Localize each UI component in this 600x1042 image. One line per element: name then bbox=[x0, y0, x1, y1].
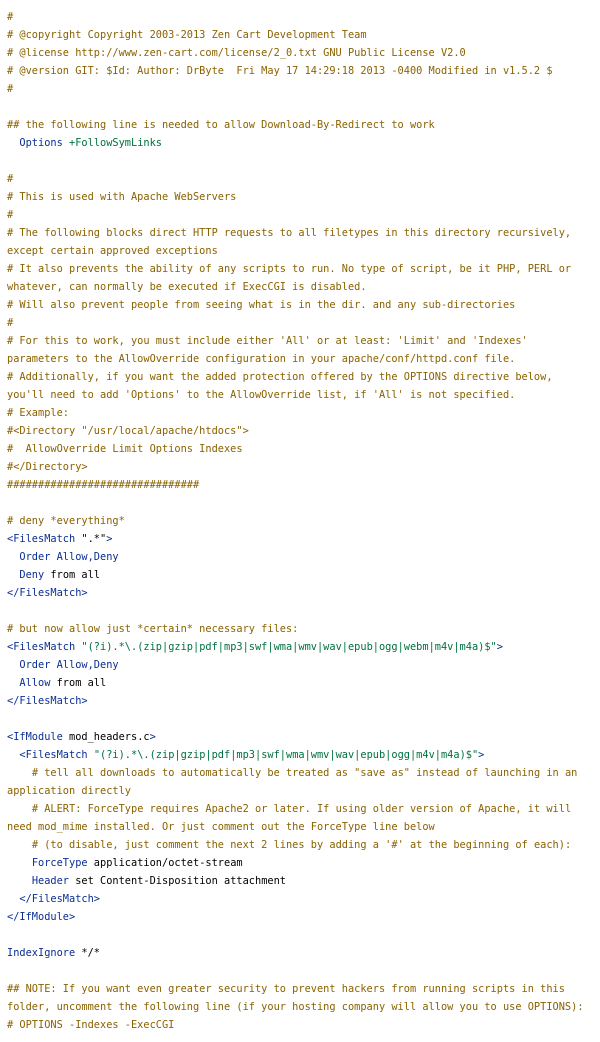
code-line bbox=[7, 512, 593, 530]
code-line bbox=[7, 890, 593, 908]
code-token-comment: # Example: bbox=[7, 407, 69, 419]
code-token-comment: # This is used with Apache WebServers bbox=[7, 191, 237, 203]
code-line bbox=[7, 494, 593, 512]
htaccess-source-text bbox=[7, 8, 593, 1034]
code-line bbox=[7, 566, 593, 584]
code-token-plain bbox=[7, 137, 19, 149]
code-token-comment: # bbox=[7, 317, 14, 329]
code-token-comment: # @version GIT: $Id: Author: DrByte Fri May 17 14:29:18 2013 -0400 Modified in v1.5.2 $ bbox=[7, 65, 553, 77]
code-token-comment: ## NOTE: If you want even greater security to prevent hackers from running scripts in this folder, uncomment the following line (if your hosting company will allow you to use OPTIONS): bbox=[7, 983, 584, 1013]
code-token-plain: from all bbox=[44, 569, 101, 581]
code-token-directive: ForceType bbox=[31, 857, 88, 869]
code-line bbox=[7, 584, 593, 602]
code-line bbox=[7, 854, 593, 872]
code-line bbox=[7, 674, 593, 692]
code-line bbox=[7, 116, 593, 134]
code-line bbox=[7, 368, 593, 404]
code-token-plain: */* bbox=[75, 947, 101, 959]
code-line bbox=[7, 260, 593, 296]
code-line bbox=[7, 836, 593, 854]
code-token-directive: Order bbox=[19, 659, 51, 671]
code-token-comment: # @license http://www.zen-cart.com/license/2_0.txt GNU Public License V2.0 bbox=[7, 47, 466, 59]
code-line bbox=[7, 134, 593, 152]
code-token-directive: Allow,Deny bbox=[56, 659, 119, 671]
code-line bbox=[7, 152, 593, 170]
code-token-comment: # The following blocks direct HTTP requests to all filetypes in this directory recursively, except certain approved exceptions bbox=[7, 227, 578, 257]
code-token-plain bbox=[7, 677, 19, 689]
code-line bbox=[7, 692, 593, 710]
code-token-comment: # Will also prevent people from seeing what is in the dir. and any sub-directories bbox=[7, 299, 516, 311]
code-line bbox=[7, 746, 593, 764]
code-line bbox=[7, 602, 593, 620]
code-line bbox=[7, 224, 593, 260]
code-line bbox=[7, 800, 593, 836]
code-token-directive: Order bbox=[19, 551, 51, 563]
code-line bbox=[7, 422, 593, 440]
code-line bbox=[7, 908, 593, 926]
code-line bbox=[7, 710, 593, 728]
code-token-comment: # Additionally, if you want the added protection offered by the OPTIONS directive below, you'll need to add 'Options' to the AllowOverride list, if 'All' is not specified. bbox=[7, 371, 559, 401]
code-line bbox=[7, 728, 593, 746]
code-token-plain bbox=[7, 857, 32, 869]
code-token-plain: mod_headers.c bbox=[62, 731, 150, 743]
code-line bbox=[7, 926, 593, 944]
code-line bbox=[7, 638, 593, 656]
code-line bbox=[7, 548, 593, 566]
code-token-comment: # bbox=[7, 83, 14, 95]
code-line bbox=[7, 980, 593, 1016]
code-token-comment: # deny *everything* bbox=[7, 515, 125, 527]
code-token-plain bbox=[7, 803, 32, 815]
code-token-plain: set Content-Disposition attachment bbox=[69, 875, 286, 887]
code-token-plain: application/octet-stream bbox=[87, 857, 243, 869]
code-token-plain bbox=[7, 875, 32, 887]
code-token-tag: > bbox=[496, 641, 503, 653]
code-token-tag: <FilesMatch bbox=[7, 641, 76, 653]
code-token-comment: # bbox=[7, 173, 14, 185]
code-token-tag: <FilesMatch bbox=[7, 533, 76, 545]
code-line bbox=[7, 44, 593, 62]
code-line bbox=[7, 98, 593, 116]
code-line bbox=[7, 170, 593, 188]
code-line bbox=[7, 1016, 593, 1034]
code-line bbox=[7, 764, 593, 800]
code-token-plain bbox=[7, 749, 19, 761]
code-token-comment: # OPTIONS -Indexes -ExecCGI bbox=[7, 1019, 175, 1031]
code-line bbox=[7, 458, 593, 476]
code-line bbox=[7, 476, 593, 494]
code-token-tag: <FilesMatch bbox=[19, 749, 88, 761]
code-token-plain bbox=[7, 569, 19, 581]
code-token-comment: # bbox=[7, 209, 14, 221]
code-token-comment: #<Directory "/usr/local/apache/htdocs"> bbox=[7, 425, 249, 437]
code-token-directive: IndexIgnore bbox=[7, 947, 76, 959]
code-token-comment: ## the following line is needed to allow Download-By-Redirect to work bbox=[7, 119, 435, 131]
code-line bbox=[7, 296, 593, 314]
code-line bbox=[7, 8, 593, 26]
code-token-comment: # bbox=[7, 11, 14, 23]
code-token-plain bbox=[7, 839, 32, 851]
code-token-tag: </IfModule> bbox=[7, 911, 76, 923]
code-token-comment: # It also prevents the ability of any scripts to run. No type of script, be it PHP, PERL or whatever, can normally be executed if ExecCGI is disabled. bbox=[7, 263, 578, 293]
code-token-comment: #</Directory> bbox=[7, 461, 88, 473]
code-token-str: ".*" bbox=[81, 533, 107, 545]
code-token-tag: </FilesMatch> bbox=[19, 893, 100, 905]
code-token-comment: # For this to work, you must include either 'All' or at least: 'Limit' and 'Indexes' parameters to the AllowOverride configuration in your apache/conf/httpd.conf file. bbox=[7, 335, 534, 365]
code-token-plain: from all bbox=[50, 677, 107, 689]
code-token-comment: # @copyright Copyright 2003-2013 Zen Cart Development Team bbox=[7, 29, 367, 41]
code-token-directive: Header bbox=[31, 875, 70, 887]
code-line bbox=[7, 530, 593, 548]
code-token-tag: <IfModule bbox=[7, 731, 63, 743]
code-line bbox=[7, 80, 593, 98]
code-token-tag: > bbox=[478, 749, 485, 761]
code-line bbox=[7, 962, 593, 980]
code-token-directive: Deny bbox=[19, 569, 45, 581]
code-line bbox=[7, 440, 593, 458]
code-token-comment: # (to disable, just comment the next 2 lines by adding a '#' at the beginning of each): bbox=[31, 839, 572, 851]
code-token-tag: </FilesMatch> bbox=[7, 587, 88, 599]
code-line bbox=[7, 332, 593, 368]
code-line bbox=[7, 620, 593, 638]
code-token-arg: +FollowSymLinks bbox=[69, 137, 163, 149]
code-line bbox=[7, 404, 593, 422]
code-token-comment: # but now allow just *certain* necessary files: bbox=[7, 623, 299, 635]
code-line bbox=[7, 944, 593, 962]
code-token-plain bbox=[7, 767, 32, 779]
code-line bbox=[7, 188, 593, 206]
code-token-plain bbox=[7, 659, 19, 671]
code-token-tag: </FilesMatch> bbox=[7, 695, 88, 707]
code-token-directive: Allow,Deny bbox=[56, 551, 119, 563]
code-line bbox=[7, 872, 593, 890]
code-line bbox=[7, 206, 593, 224]
code-line bbox=[7, 26, 593, 44]
code-token-comment: ############################### bbox=[7, 479, 200, 491]
code-line bbox=[7, 314, 593, 332]
code-line bbox=[7, 62, 593, 80]
code-token-directive: Options bbox=[19, 137, 63, 149]
code-token-comment: # AllowOverride Limit Options Indexes bbox=[7, 443, 243, 455]
code-line bbox=[7, 656, 593, 674]
code-token-plain bbox=[7, 893, 19, 905]
code-token-regex: "(?i).*\.(zip|gzip|pdf|mp3|swf|wma|wmv|wav|epub|ogg|m4v|m4a)$" bbox=[93, 749, 479, 761]
code-token-tag: > bbox=[106, 533, 113, 545]
code-token-directive: Allow bbox=[19, 677, 51, 689]
code-token-regex: "(?i).*\.(zip|gzip|pdf|mp3|swf|wma|wmv|wav|epub|ogg|webm|m4v|m4a)$" bbox=[81, 641, 497, 653]
code-token-tag: > bbox=[149, 731, 156, 743]
code-token-comment: # tell all downloads to automatically be treated as "save as" instead of launching in an application directly bbox=[7, 767, 584, 797]
code-token-plain bbox=[7, 551, 19, 563]
code-token-comment: # ALERT: ForceType requires Apache2 or later. If using older version of Apache, it will need mod_mime installed. Or just comment out the ForceType line below bbox=[7, 803, 578, 833]
